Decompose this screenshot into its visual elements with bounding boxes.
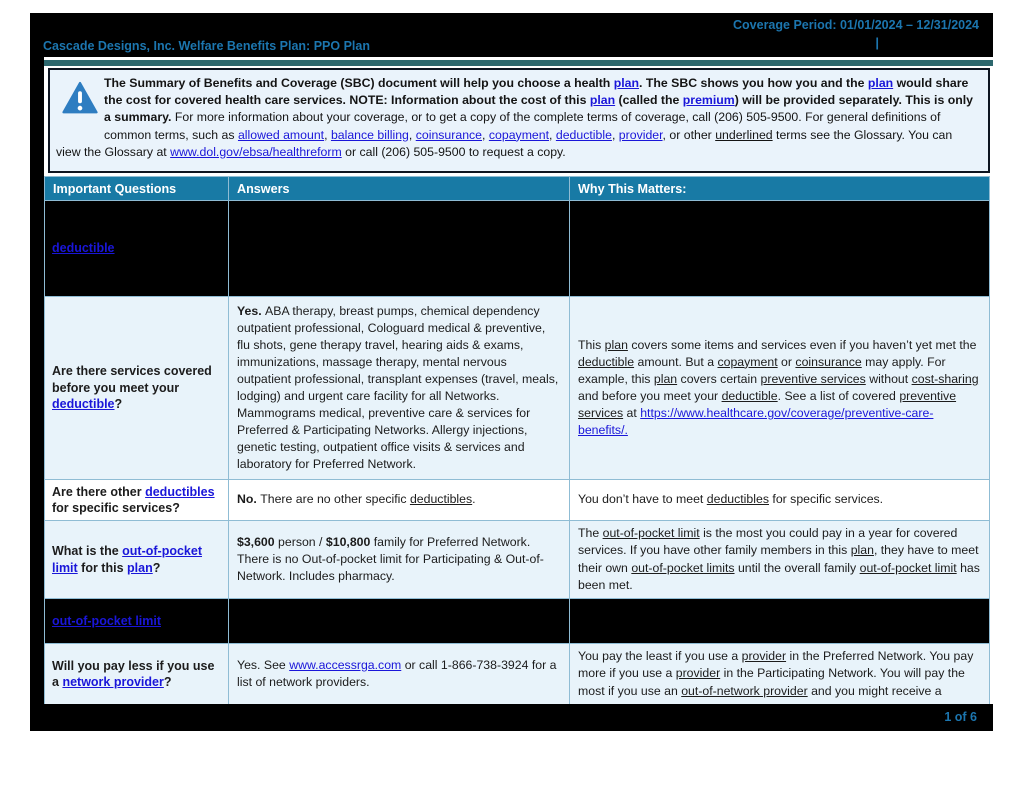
text-segment: ABA therapy, breast pumps, chemical dependency outpatient professional, Cologuard medical & preventive, flu shots, gene therapy travel, hearing aids & exams, immunizations, massage therapy, mental nervous outpatient professional, transplant expenses (travel, meals, lodging) and urgent care facility for all Networks. Mammograms medical, preventive care & services for Preferred & Participating Networks. Allergy injections, genetic testing, outpatient office visits & services and laboratory for Preferred Network.: [237, 303, 559, 472]
text-segment: $10,800: [325, 534, 371, 549]
text-segment: without: [865, 371, 912, 386]
why-text: [578, 337, 981, 440]
text-segment: ,: [482, 127, 489, 142]
text-segment: You pay the least if you use a: [578, 649, 742, 664]
deductible-link[interactable]: deductible: [52, 241, 115, 256]
answer-cell: [229, 480, 570, 521]
answer-text: [237, 657, 561, 691]
why-cell: [570, 644, 990, 705]
document-header-bar: [30, 13, 993, 57]
text-segment: or call 1-866-738-3924 for a list of network providers.: [237, 657, 557, 689]
plan-link[interactable]: plan: [613, 76, 640, 90]
text-segment: until the overall family: [734, 560, 860, 575]
table-row-other-deductibles: [45, 480, 990, 521]
table-row-deductible: [45, 201, 990, 297]
text-segment: covers certain: [677, 371, 761, 386]
text-segment: underlined: [715, 127, 773, 142]
text-segment: , or other: [662, 127, 716, 142]
left-border-strip: [30, 57, 44, 731]
question-cell: [45, 599, 229, 644]
answer-cell: [229, 521, 570, 599]
text-segment: for specific services?: [52, 501, 180, 515]
question-cell: [45, 521, 229, 599]
text-segment: and you might receive a: [807, 683, 942, 698]
question-cell: [45, 201, 229, 297]
answer-text: [237, 303, 561, 474]
question-cell: [45, 480, 229, 521]
text-segment: provider: [741, 649, 787, 664]
why-text: [578, 648, 981, 699]
text-segment: plan: [604, 337, 628, 352]
why-cell: [570, 297, 990, 480]
plan-link[interactable]: plan: [127, 560, 153, 575]
coverage-period: Coverage Period: 01/01/2024 – 12/31/2024: [733, 18, 979, 32]
allowed-amount-link[interactable]: allowed amount: [237, 127, 325, 142]
text-segment: plan: [850, 543, 874, 558]
text-segment: is the most you could pay in a year for covered services. If you have other family members in this: [578, 526, 958, 558]
header-separator: |: [875, 35, 879, 50]
why-cell: [570, 201, 990, 297]
text-segment: Yes.: [237, 303, 266, 318]
page-number: 1 of 6: [944, 710, 977, 724]
text-segment: ?: [163, 675, 172, 689]
text-segment: in the Participating Network. You will pay the most if you use an: [578, 666, 965, 698]
table-row-out-of-pocket-limit: [45, 599, 990, 644]
column-header-why-this-matters: Why This Matters:: [570, 177, 990, 201]
balance-billing-link[interactable]: balance billing: [330, 127, 409, 142]
text-segment: plan: [653, 371, 678, 386]
question-text: [52, 240, 221, 257]
text-segment: You don’t have to meet: [578, 492, 707, 507]
text-segment: deductible: [578, 354, 635, 369]
deductible-link[interactable]: deductible: [52, 397, 115, 412]
text-segment: out-of-pocket limit: [602, 526, 700, 541]
out-of-pocket-limit-link[interactable]: out-of-pocket limit: [52, 544, 203, 575]
table-row-network-provider: [45, 644, 990, 705]
text-segment: ) will be provided separately.: [734, 93, 906, 108]
table-row-out-of-pocket-limit-question: [45, 521, 990, 599]
question-cell: [45, 297, 229, 480]
why-text: [578, 491, 981, 508]
text-segment: Yes. See: [237, 657, 290, 672]
text-segment: This: [578, 337, 605, 352]
question-text: [52, 484, 221, 517]
text-segment: Are there other: [52, 484, 146, 499]
page-title: Cascade Designs, Inc. Welfare Benefits Plan: PPO Plan: [43, 39, 370, 53]
text-segment: or: [777, 354, 796, 369]
answer-cell: [229, 201, 570, 297]
answer-cell: [229, 297, 570, 480]
text-segment: or call (206) 505-9500 to request a copy.: [341, 144, 566, 159]
answer-cell: [229, 599, 570, 644]
text-segment: has been met.: [578, 560, 980, 592]
text-segment: deductibles: [706, 492, 769, 507]
question-text: [52, 658, 221, 691]
why-cell: [570, 599, 990, 644]
text-segment: preventive services: [578, 389, 957, 421]
text-segment: For more information about your coverage, or to get a copy of the complete terms of coverage, call (206) 505-9500. For general definitions of common terms, such as: [104, 110, 941, 142]
text-segment: amount. But a: [634, 354, 718, 369]
warning-icon: [56, 75, 104, 127]
text-segment: deductibles: [409, 492, 473, 507]
deductibles-link[interactable]: deductibles: [145, 484, 215, 499]
network-provider-link[interactable]: network provider: [62, 675, 164, 689]
text-segment: out-of-network provider: [681, 683, 808, 698]
coinsurance-link[interactable]: coinsurance: [415, 127, 483, 142]
text-segment: There are no other specific: [260, 492, 410, 507]
text-segment: The: [578, 526, 603, 541]
text-segment: The Summary of Benefits and Coverage (SBC) document will help you choose a health: [104, 76, 614, 90]
text-segment: family for Preferred Network. There is no Out-of-pocket limit for Participating & Out-of-Network. Includes pharmacy.: [237, 534, 544, 584]
text-segment: would share the cost for covered health care services. NOTE: Information about the cost of this: [104, 76, 969, 108]
text-segment: preventive services: [760, 371, 866, 386]
benefits-table: [44, 176, 990, 705]
intro-box: [48, 68, 990, 173]
premium-link[interactable]: premium: [682, 93, 735, 108]
text-segment: No.: [237, 492, 261, 507]
text-segment: ,: [611, 127, 619, 142]
text-segment: Are there services covered before you meet your: [52, 364, 212, 395]
header-divider: [30, 60, 993, 66]
text-segment: ,: [324, 127, 331, 142]
text-segment: person /: [274, 534, 326, 549]
question-text: [52, 613, 221, 630]
table-header-row: [45, 177, 990, 201]
question-text: [52, 543, 221, 576]
deductible-link[interactable]: deductible: [555, 127, 612, 142]
accessrga-link[interactable]: www.accessrga.com: [289, 657, 402, 672]
why-text: [578, 525, 981, 593]
text-segment: Will you pay less if you use a: [52, 658, 215, 689]
text-segment: terms see the Glossary. You can view the Glossary at: [56, 127, 953, 159]
out-of-pocket-limit-link[interactable]: out-of-pocket limit: [52, 613, 162, 628]
answer-text: [237, 491, 561, 508]
plan-link[interactable]: plan: [589, 93, 616, 108]
text-segment: out-of-pocket limit: [859, 560, 957, 575]
provider-link[interactable]: provider: [618, 127, 663, 142]
question-text: [52, 363, 221, 413]
text-segment: at: [623, 406, 641, 421]
text-segment: (called the: [615, 93, 683, 108]
column-header-answers: Answers: [229, 177, 570, 201]
column-header-important-questions: Important Questions: [45, 177, 229, 201]
text-segment: and before you meet your: [578, 389, 722, 403]
text-segment: cost-sharing: [911, 371, 979, 386]
text-segment: .: [472, 492, 476, 507]
text-segment: may apply. For example, this: [578, 354, 946, 386]
text-segment: This is only a summary.: [104, 93, 973, 125]
text-segment: in the Preferred Network. You pay more if you use a: [578, 649, 974, 681]
table-row-services-before-deductible: [45, 297, 990, 480]
copayment-link[interactable]: copayment: [488, 127, 550, 142]
text-segment: $3,600: [237, 534, 275, 549]
answer-text: [237, 534, 561, 585]
text-segment: out-of-pocket limits: [631, 560, 735, 575]
intro-text: [56, 75, 979, 161]
dol-glossary-link[interactable]: www.dol.gov/ebsa/healthreform: [170, 144, 342, 159]
text-segment: provider: [675, 666, 721, 681]
text-segment: ?: [114, 397, 123, 412]
text-segment: copayment: [717, 354, 778, 369]
why-cell: [570, 521, 990, 599]
footer-bar: [30, 704, 993, 731]
answer-cell: [229, 644, 570, 705]
healthcare-gov-link[interactable]: https://www.healthcare.gov/coverage/preventive-care-benefits/.: [578, 406, 934, 438]
text-segment: for this: [77, 560, 128, 575]
text-segment: , they have to meet their own: [578, 543, 979, 575]
text-segment: . See a list of covered: [777, 389, 900, 403]
text-segment: for specific services.: [768, 492, 884, 507]
text-segment: ?: [152, 560, 161, 575]
text-segment: . The SBC shows you how you and the: [639, 76, 868, 90]
why-cell: [570, 480, 990, 521]
question-cell: [45, 644, 229, 705]
text-segment: ,: [549, 127, 556, 142]
text-segment: deductible: [721, 389, 778, 403]
text-segment: coinsurance: [795, 354, 862, 369]
plan-link[interactable]: plan: [867, 76, 894, 90]
text-segment: What is the: [52, 544, 123, 558]
text-segment: ,: [408, 127, 416, 142]
text-segment: covers some items and services even if you haven’t yet met the: [627, 337, 977, 352]
